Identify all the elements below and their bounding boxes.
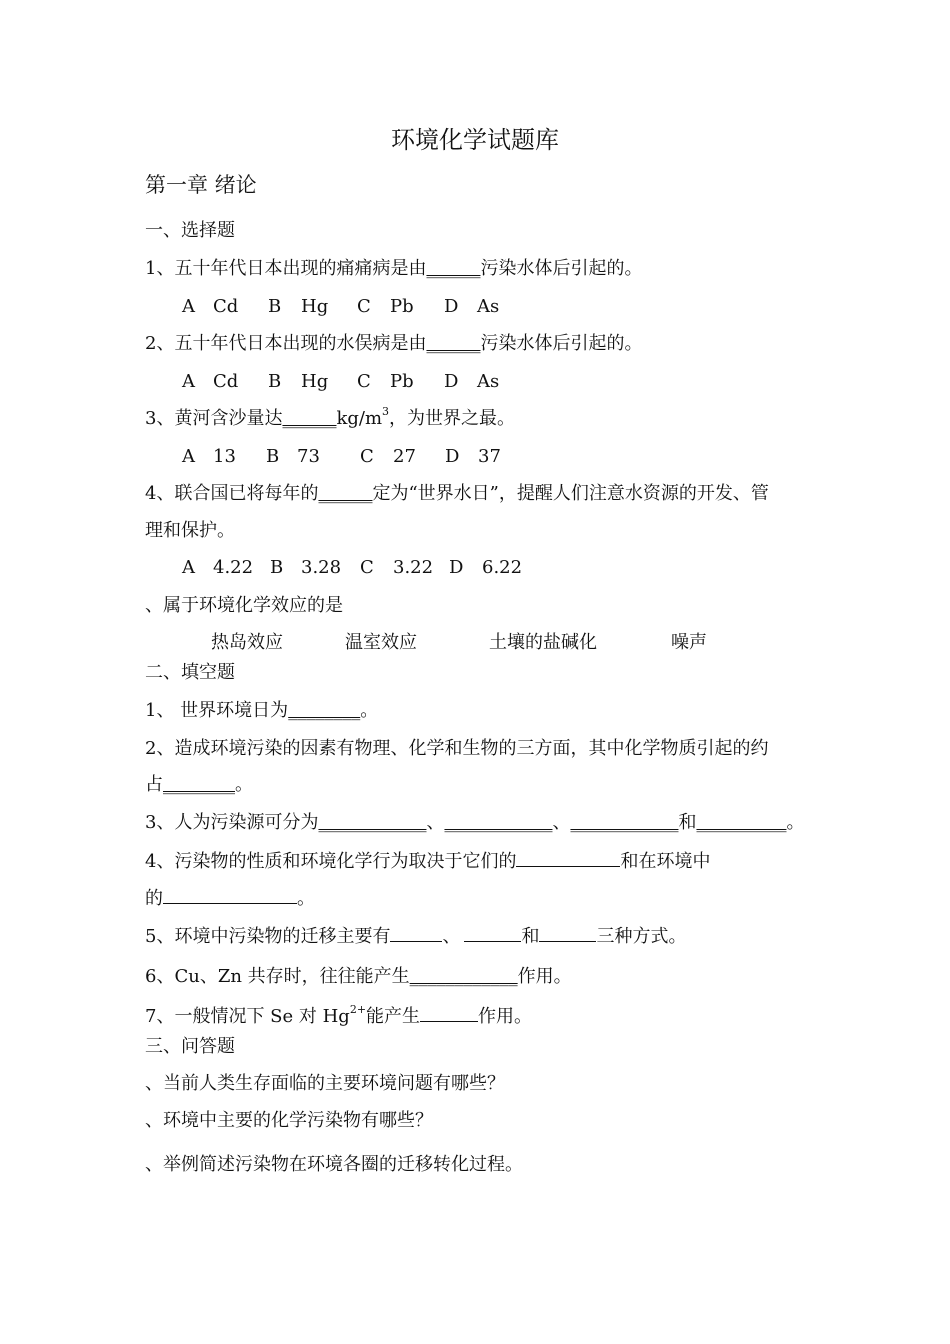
question-4: 4、联合国已将每年的______定为“世界水日”，提醒人们注意水资源的开发、管 [145,483,769,504]
fill-question-7: 7、一般情况下 Se 对 $Hg^{2+}$能产生 作用。 [145,1003,533,1027]
section-choice-heading: 一、选择题 [145,220,235,241]
fill-question-5: 5、环境中污染物的迁移主要有 、 和 三种方式。 [145,926,687,947]
fill-question-4: 4、污染物的性质和环境化学行为取决于它们的 和在环境中 [145,851,711,872]
answer-blank [539,924,596,942]
answer-blank [390,924,442,942]
question-1: 1、五十年代日本出现的痛痛病是由______污染水体后引起的。 [145,258,643,279]
answer-blank: ______ [318,483,373,504]
section-fill-heading: 二、填空题 [145,662,235,683]
answer-blank [516,849,620,867]
question-2: 2、五十年代日本出现的水俣病是由______污染水体后引起的。 [145,333,643,354]
document-title: 环境化学试题库 [391,126,559,154]
fill-question-2-continued: 占________。 [145,774,253,795]
fill-question-2: 2、造成环境污染的因素有物理、化学和生物的三方面，其中化学物质引起的约 [145,738,769,759]
answer-blank [420,1004,478,1022]
qa-question-3: 、举例简述污染物在环境各圈的迁移转化过程。 [145,1154,523,1175]
chapter-heading: 第一章 绪论 [145,173,257,197]
answer-blank: ________ [163,774,235,795]
question-5: 、属于环境化学效应的是 [145,595,343,616]
fill-question-4-continued: 的 。 [145,888,315,909]
answer-blank [464,924,521,942]
answer-blank: ______ [426,258,481,279]
fill-question-1: 1、 世界环境日为________。 [145,700,379,721]
qa-question-1: 、当前人类生存面临的主要环境问题有哪些？ [145,1073,505,1094]
fill-question-6: 6、Cu、Zn 共存时，往往能产生____________作用。 [145,966,572,987]
fill-question-3: 3、人为污染源可分为____________、____________、____________和__________。 [145,812,805,833]
answer-blank: ______ [426,333,481,354]
section-qa-heading: 三、问答题 [145,1036,235,1057]
answer-blank: ________ [288,700,361,721]
question-3: 3、黄河含沙量达$\_\_\_\_\_\_kg/m^3$，为世界之最。 [145,405,516,429]
answer-blank: ______ [282,408,337,429]
answer-blank: ____________ [409,966,518,987]
question-4-continued: 理和保护。 [145,520,235,541]
answer-blank [163,886,297,904]
document-page: 环境化学试题库 第一章 绪论 一、选择题 1、五十年代日本出现的痛痛病是由______污染水体后引起的。 A Cd B Hg C Pb D As 2、五十年代日本出现的水俣病是由______污染水体后引起的。 A Cd B Hg C Pb D As 3、黄河含沙量达$\_\_\_\_\_\_kg/m^3$，为世界之最。 A 13 B 73 C 27 D 37 4、联合国已将每年的______定为“世界水日”，提醒人们注意水资源的开发、管 理和保护。 A 4.22 B 3.28 C 3.22 D 6.22 、属于环境化学效应的是 热岛效应 温室效应 土壤的盐碱化 噪声 二、填空题 1、 世界环境日为________。 2、造成环境污染的因素有物理、化学和生物的三方面，其中化学物质引起的约 占________。 3、人为污染源可分为____________、____________、____________和__________。 4、污染物的性质和环境化学行为取决于它们的 和在环境中 的 。 5、环境中污染物的迁移主要有 、 和 三种方式。 6、Cu、Zn 共存时，往往能产生____________作用。 7、一般情况下 Se 对 $Hg^{2+}$能产生 作用。 三、问答题 、当前人类生存面临的主要环境问题有哪些？ 、环境中主要的化学污染物有哪些？ 、举例简述污染物在环境各圈的迁移转化过程。 [0,0,950,1344]
qa-question-2: 、环境中主要的化学污染物有哪些？ [145,1110,433,1131]
